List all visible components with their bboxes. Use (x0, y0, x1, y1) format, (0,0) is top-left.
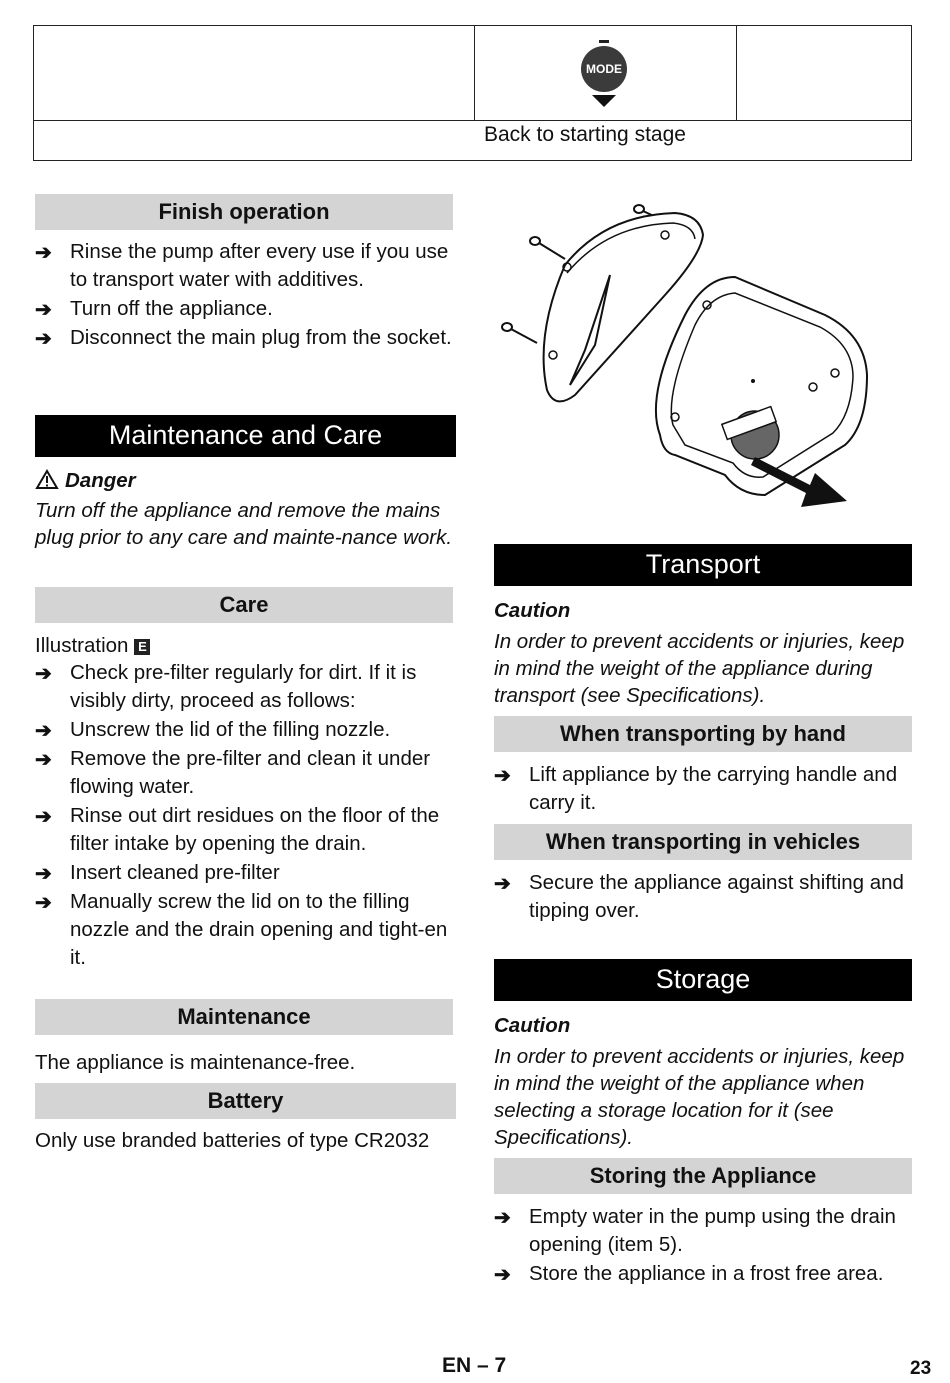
finish-operation-list (35, 238, 455, 353)
danger-block (35, 467, 455, 551)
list-item: ➔ Remove the pre-filter and clean it under flowing water. (35, 747, 431, 798)
finish-operation-heading: Finish operation (35, 194, 453, 230)
arrow-right-icon: ➔ (35, 299, 52, 321)
storage-caution (494, 1012, 914, 1151)
list-item: ➔ Check pre-filter regularly for dirt. If it is visibly dirty, proceed as follows: (35, 661, 417, 712)
table-row (34, 26, 911, 121)
caution-text: In order to prevent accidents or injuries, keep in mind the weight of the appliance when selecting a storage location for it (see Specifications). (494, 1045, 905, 1149)
footer-language-page: EN – 7 (442, 1354, 507, 1377)
list-item: ➔ Manually screw the lid on to the filling nozzle and the drain opening and tight-en it. (35, 890, 448, 969)
table-cell (34, 26, 475, 120)
minus-icon (599, 40, 609, 43)
list-item: ➔ Rinse the pump after every use if you use to transport water with additives. (35, 240, 449, 291)
list-item: ➔ Turn off the appliance. (35, 295, 455, 323)
storing-appliance-heading: Storing the Appliance (494, 1158, 912, 1194)
vehicles-list (494, 869, 914, 926)
arrow-right-icon: ➔ (35, 806, 52, 828)
by-hand-list (494, 761, 914, 818)
illustration-ref: Illustration E (35, 632, 455, 659)
arrow-right-icon: ➔ (35, 242, 52, 264)
care-list (35, 659, 455, 973)
maintenance-heading: Maintenance (35, 999, 453, 1035)
arrow-right-icon: ➔ (35, 663, 52, 685)
care-heading: Care (35, 587, 453, 623)
illustration-e-icon: E (134, 639, 150, 655)
transport-heading: Transport (494, 544, 912, 586)
arrow-right-icon: ➔ (35, 328, 52, 350)
list-item: ➔ Lift appliance by the carrying handle and carry it. (494, 763, 898, 814)
warning-triangle-icon (35, 469, 59, 490)
list-item: ➔ Insert cleaned pre-filter (35, 859, 455, 887)
caution-text: In order to prevent accidents or injuries, keep in mind the weight of the appliance during transport (see Specifications). (494, 630, 905, 707)
arrow-right-icon: ➔ (494, 765, 511, 787)
page-number: 23 (910, 1358, 932, 1379)
danger-title: Danger (35, 467, 455, 494)
arrow-right-icon: ➔ (35, 720, 52, 742)
arrow-right-icon: ➔ (494, 1207, 511, 1229)
list-item: ➔ Store the appliance in a frost free area. (494, 1260, 914, 1288)
mode-button-icon: MODE (581, 46, 627, 92)
arrow-right-icon: ➔ (494, 873, 511, 895)
arrow-right-icon: ➔ (494, 1264, 511, 1286)
arrow-right-icon: ➔ (35, 863, 52, 885)
arrow-right-icon: ➔ (35, 749, 52, 771)
battery-heading: Battery (35, 1083, 456, 1119)
transport-caution (494, 597, 914, 709)
storage-heading: Storage (494, 959, 912, 1001)
storing-list (494, 1203, 914, 1289)
arrow-down-icon (592, 95, 616, 107)
list-item: ➔ Secure the appliance against shifting and tipping over. (494, 871, 904, 922)
list-item: ➔ Disconnect the main plug from the socket. (35, 324, 455, 352)
table-cell-back-to-start: Back to starting stage (484, 123, 686, 146)
maintenance-text: The appliance is maintenance-free. (35, 1051, 356, 1074)
caution-title: Caution (494, 599, 571, 622)
danger-text: Turn off the appliance and remove the mains plug prior to any care and mainte-nance work. (35, 499, 453, 549)
list-item: ➔ Unscrew the lid of the filling nozzle. (35, 716, 455, 744)
maintenance-care-heading: Maintenance and Care (35, 415, 456, 457)
caution-title: Caution (494, 1014, 571, 1037)
table-cell (474, 26, 737, 120)
battery-text: Only use branded batteries of type CR2032 (35, 1129, 430, 1152)
transport-vehicles-heading: When transporting in vehicles (494, 824, 912, 860)
list-item: ➔ Empty water in the pump using the drain opening (item 5). (494, 1205, 896, 1256)
transport-by-hand-heading: When transporting by hand (494, 716, 912, 752)
list-item: ➔ Rinse out dirt residues on the floor of the filter intake by opening the drain. (35, 804, 440, 855)
top-table (33, 25, 912, 161)
appliance-lid-illustration (495, 195, 915, 515)
arrow-right-icon: ➔ (35, 892, 52, 914)
